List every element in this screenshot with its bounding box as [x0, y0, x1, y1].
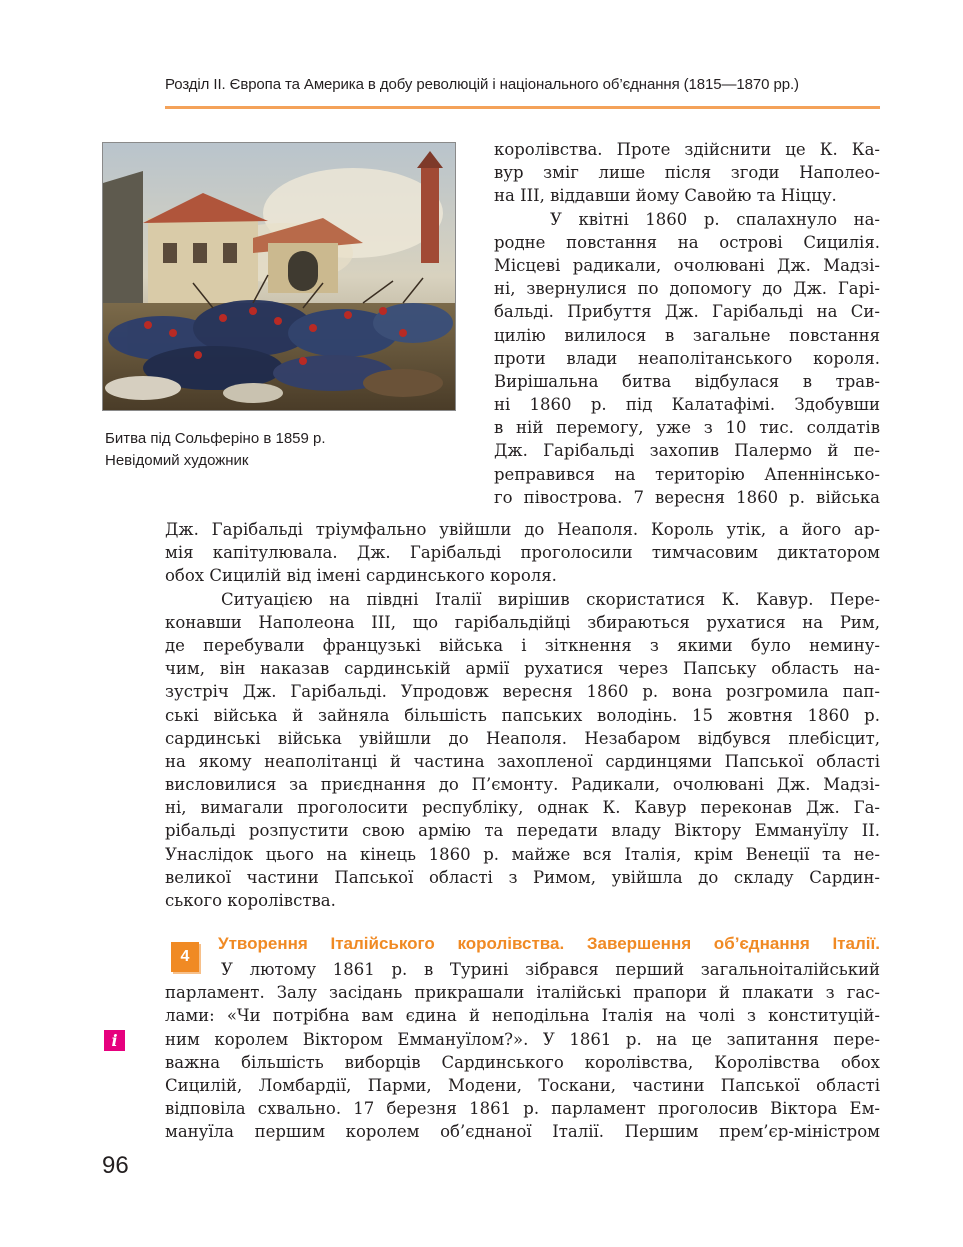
text-line: бальді. Прибуття Дж. Гарібальді на Си- [494, 302, 880, 322]
text-line: У лютому 1861 р. в Турині зібрався перший загальноіталійський [221, 960, 880, 979]
text-line: сардинські війська увійшли до Неаполя. Незабаром відбувся плебісцит, [165, 728, 880, 748]
text-line: ним королем Віктором Еммануїлом?». У 1861 р. на це запитання пере- [165, 1029, 880, 1049]
text-line: Ситуацією на півдні Італії вирішив скористатися К. Кавур. Пере- [221, 589, 880, 609]
text-line: обох Сицилій від імені сардинського короля. [165, 566, 557, 586]
text-line: У квітні 1860 р. спалахнуло на- [550, 209, 880, 229]
text-line: вур зміг лише після згоди Наполео- [494, 163, 880, 183]
text-line: зустріч Дж. Гарібальді. Упродовж вересня 1860 р. вона розгромила пап- [165, 682, 880, 702]
text-line: конавши Наполеона ІІІ, що гарібальдійці збираються рухатися на Рим, [165, 612, 880, 632]
text-line: на ІІІ, віддавши йому Савойю та Ніццу. [494, 186, 837, 206]
text-line: проти влади неаполітанського короля. [494, 348, 880, 368]
text-line: де перебували французькі війська і зіткнення з якими було немину- [165, 635, 880, 655]
text-line: Сицилій, Ломбардії, Парми, Модени, Тоскани, частини Папської області [165, 1075, 880, 1095]
text-line: чим, він наказав сардинській армії рухатися через Папську область на- [165, 659, 880, 679]
painting-icon [103, 143, 455, 410]
header-divider [165, 106, 880, 109]
text-line: го півострова. 7 вересня 1860 р. війська [494, 487, 880, 507]
page-number: 96 [102, 1152, 129, 1179]
text-line: родне повстання на острові Сицилія. [494, 232, 880, 252]
text-line: мануїла першим королем об’єднаної Італії. Першим прем’єр-міністром [165, 1122, 880, 1142]
text-line: висловилися за приєднання до П’ємонту. Радикали, очолювані Дж. Мадзі- [165, 775, 880, 795]
text-line: ські війська й зайняла більшість папських володінь. 15 жовтня 1860 р. [165, 705, 880, 725]
text-line: лами: «Чи потрібна вам єдина й неподільна Італія на чолі з конституцій- [165, 1006, 880, 1026]
text-line: Дж. Гарібальді тріумфально увійшли до Неаполя. Король утік, а його ар- [165, 520, 880, 539]
text-line: ні, вимагали проголосити республіку, однак К. Кавур переконав Дж. Га- [165, 798, 880, 818]
text-line: Унаслідок цього на кінець 1860 р. майже вся Італія, крім Венеції та не- [165, 844, 880, 864]
caption-author: Невідомий художник [105, 452, 249, 469]
text-line: мія капітулювала. Дж. Гарібальді проголосили тимчасовим диктатором [165, 543, 880, 563]
text-line: цилію вилилося в загальне повстання [494, 325, 880, 345]
section-text [165, 958, 880, 1144]
text-line: відповіла схвально. 17 березня 1861 р. парламент проголосив Віктора Ем- [165, 1099, 880, 1119]
text-line: ні 1860 р. під Калатафімі. Здобувши [494, 395, 880, 415]
text-line: рібальді розпустити свою армію та передати владу Віктору Еммануїлу ІІ. [165, 821, 880, 841]
text-line: великої частини Папської області з Римом, увійшла до складу Сардин- [165, 867, 880, 887]
battle-painting-image [102, 142, 456, 411]
text-line: королівства. Проте здійснити це К. Ка- [494, 140, 880, 159]
text-line: Вирішальна битва відбулася в трав- [494, 371, 880, 391]
text-line: в ній перемогу, уже з 10 тис. солдатів [494, 418, 880, 438]
text-line: Місцеві радикали, очолювані Дж. Мадзі- [494, 255, 880, 275]
text-line: ні, звернулися по допомогу до Дж. Гарі- [494, 279, 880, 299]
section-number-badge: 4 [171, 942, 199, 972]
text-line: Дж. Гарібальді захопив Палермо й пе- [494, 441, 880, 461]
page-header: Розділ ІІ. Європа та Америка в добу революцій і національного об’єднання (1815—1870 рр.) [165, 76, 799, 93]
right-column-text [494, 138, 880, 509]
text-line: важна більшість виборців Сардинського королівства, Королівства обох [165, 1052, 880, 1072]
caption-title: Битва під Сольферіно в 1859 р. [105, 430, 326, 447]
text-line: реправився на територію Апеннінсько- [494, 464, 880, 484]
text-line: ського королівства. [165, 891, 336, 910]
full-width-text [165, 518, 880, 912]
figure-caption [105, 428, 445, 472]
text-line: на якому неаполітанці й частина захопленої сардинцями Папської області [165, 751, 880, 771]
text-line: парламент. Залу засідань прикрашали італійські прапори й плакати з гас- [165, 983, 880, 1003]
info-icon: i [104, 1030, 125, 1051]
section-title: Утворення Італійського королівства. Завершення об’єднання Італії. [218, 934, 880, 953]
